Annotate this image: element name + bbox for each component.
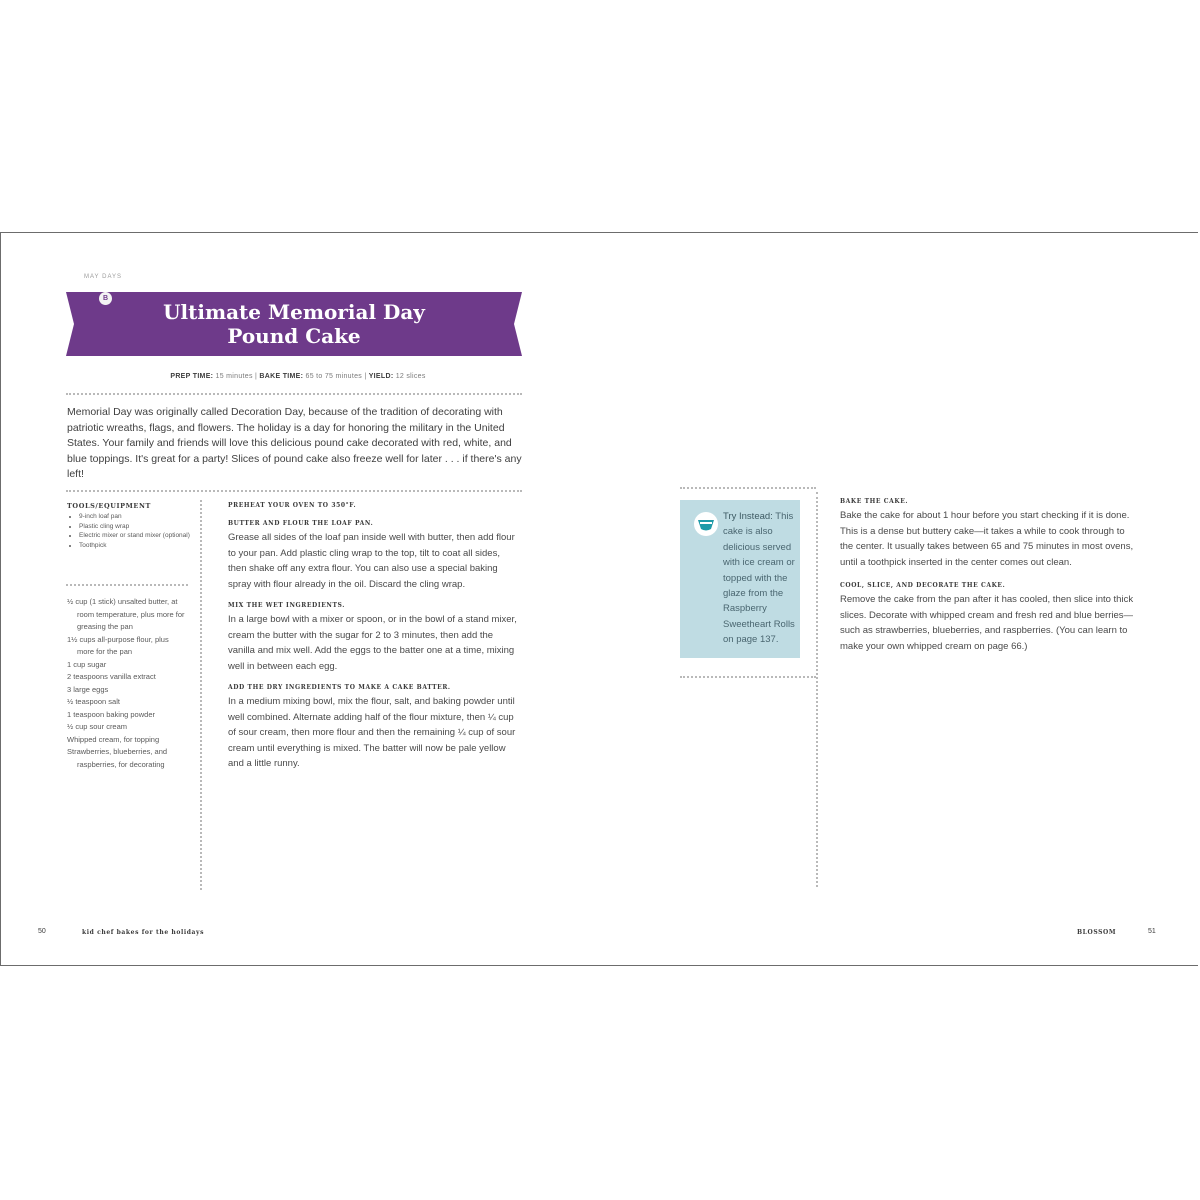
divider-dotted bbox=[66, 490, 522, 492]
step-title: BAKE THE CAKE. bbox=[840, 498, 909, 505]
recipe-badge: B bbox=[99, 292, 112, 305]
ingredients-list bbox=[67, 596, 185, 771]
column-divider bbox=[816, 492, 818, 887]
tip-lead: Try Instead: bbox=[723, 511, 773, 522]
step-title: PREHEAT YOUR OVEN TO 350°F. bbox=[228, 502, 357, 509]
divider-dotted bbox=[680, 487, 816, 489]
ingredient-item: Strawberries, blueberries, and raspberries, for decorating bbox=[67, 747, 168, 769]
ingredient-item: 1 teaspoon baking powder bbox=[67, 709, 155, 719]
step-body: Bake the cake for about 1 hour before you start checking if it is done. This is a dense but buttery cake—it takes a while to cook through to the center. It usually takes between 65 and 75 minutes in most ovens, until a toothpick inserted in the center comes out clean. bbox=[840, 510, 1134, 568]
step-title: COOL, SLICE, AND DECORATE THE CAKE. bbox=[840, 582, 1006, 589]
step-body: In a medium mixing bowl, mix the flour, salt, and baking powder until well combined. Alternate adding half of the flour mixture, then ¼ cup of sour cream, then more flour and then the remaining ¼ cup of sour cream until everything is mixed. The batter will now be pale yellow and a little runny. bbox=[228, 696, 516, 769]
steps-column-right bbox=[840, 498, 1140, 654]
tools-heading: TOOLS/EQUIPMENT bbox=[67, 502, 151, 510]
prep-time-value: 15 minutes bbox=[215, 373, 253, 380]
recipe-intro: Memorial Day was originally called Decoration Day, because of the tradition of decorating with patriotic wreaths, flags, and flowers. The holiday is a day for honoring the military in the United States. Your family and friends will love this delicious pound cake decorated with red, white, and blue toppings. It's great for a party! Slices of pound cake also freeze well for later . . . if there's any left! bbox=[67, 406, 522, 481]
tip-body: This cake is also delicious served with ice cream or topped with the glaze from the Raspberry Sweetheart Rolls on page 137. bbox=[723, 511, 795, 646]
tools-list bbox=[67, 512, 199, 550]
step-title: MIX THE WET INGREDIENTS. bbox=[228, 602, 345, 609]
ingredient-item: Whipped cream, for topping bbox=[67, 734, 160, 744]
running-title: kid chef bakes for the holidays bbox=[82, 929, 205, 936]
ingredient-item: 1 cup sugar bbox=[67, 659, 107, 669]
bowl-icon bbox=[694, 512, 718, 536]
bake-time-value: 65 to 75 minutes bbox=[305, 373, 363, 380]
ingredient-item: ½ cup sour cream bbox=[67, 722, 128, 731]
ingredient-item: 1½ cups all-purpose flour, plus more for the pan bbox=[67, 634, 169, 656]
step-body: In a large bowl with a mixer or spoon, or in the bowl of a stand mixer, cream the butter with the sugar for 2 to 3 minutes, then add the vanilla and mix well. Add the eggs to the batter one at a time, mixing well in between each egg. bbox=[228, 614, 517, 672]
divider-dotted bbox=[66, 393, 522, 395]
ingredient-item: ½ teaspoon salt bbox=[67, 697, 120, 706]
ingredient-item: 2 teaspoons vanilla extract bbox=[67, 672, 156, 681]
divider-dotted bbox=[680, 676, 816, 678]
column-divider bbox=[200, 500, 202, 890]
prep-time-label: PREP TIME: bbox=[170, 373, 214, 380]
recipe-title: Ultimate Memorial Day Pound Cake bbox=[163, 300, 425, 348]
title-banner bbox=[66, 290, 522, 358]
page-number-left: 50 bbox=[38, 928, 46, 935]
ingredient-item: ½ cup (1 stick) unsalted butter, at room temperature, plus more for greasing the pan bbox=[67, 597, 185, 631]
recipe-meta bbox=[70, 373, 526, 380]
step-title: ADD THE DRY INGREDIENTS TO MAKE A CAKE BATTER. bbox=[228, 684, 451, 691]
ingredient-item: 3 large eggs bbox=[67, 684, 109, 694]
divider-dotted bbox=[66, 584, 188, 586]
step-title: BUTTER AND FLOUR THE LOAF PAN. bbox=[228, 520, 374, 527]
tool-item: • Electric mixer or stand mixer (optional) bbox=[79, 531, 199, 541]
meta-separator: | bbox=[255, 373, 258, 380]
meta-separator: | bbox=[364, 373, 367, 380]
bake-time-label: BAKE TIME: bbox=[259, 373, 304, 380]
tool-item: • 9-inch loaf pan bbox=[79, 512, 199, 522]
tip-box bbox=[680, 500, 800, 658]
tip-text bbox=[723, 509, 795, 648]
tool-item: • Toothpick bbox=[79, 541, 199, 551]
tool-item: • Plastic cling wrap bbox=[79, 522, 199, 532]
section-name: BLOSSOM bbox=[1077, 929, 1117, 936]
yield-value: 12 slices bbox=[395, 373, 426, 380]
section-kicker: MAY DAYS bbox=[84, 274, 123, 280]
steps-column-left bbox=[228, 502, 518, 772]
page-number-right: 51 bbox=[1148, 928, 1156, 935]
step-body: Remove the cake from the pan after it has cooled, then slice into thick slices. Decorate with whipped cream and fresh red and blue berries—such as strawberries, blueberries, and raspberries. (You can learn to make your own whipped cream on page 66.) bbox=[840, 594, 1134, 652]
step-body: Grease all sides of the loaf pan inside well with butter, then add flour to your pan. Add plastic cling wrap to the top, tilt to coat all sides, then shake off any extra flour. You can also use a special baking spray with flour already in the oil. Discard the cling wrap. bbox=[228, 532, 515, 590]
yield-label: YIELD: bbox=[368, 373, 394, 380]
